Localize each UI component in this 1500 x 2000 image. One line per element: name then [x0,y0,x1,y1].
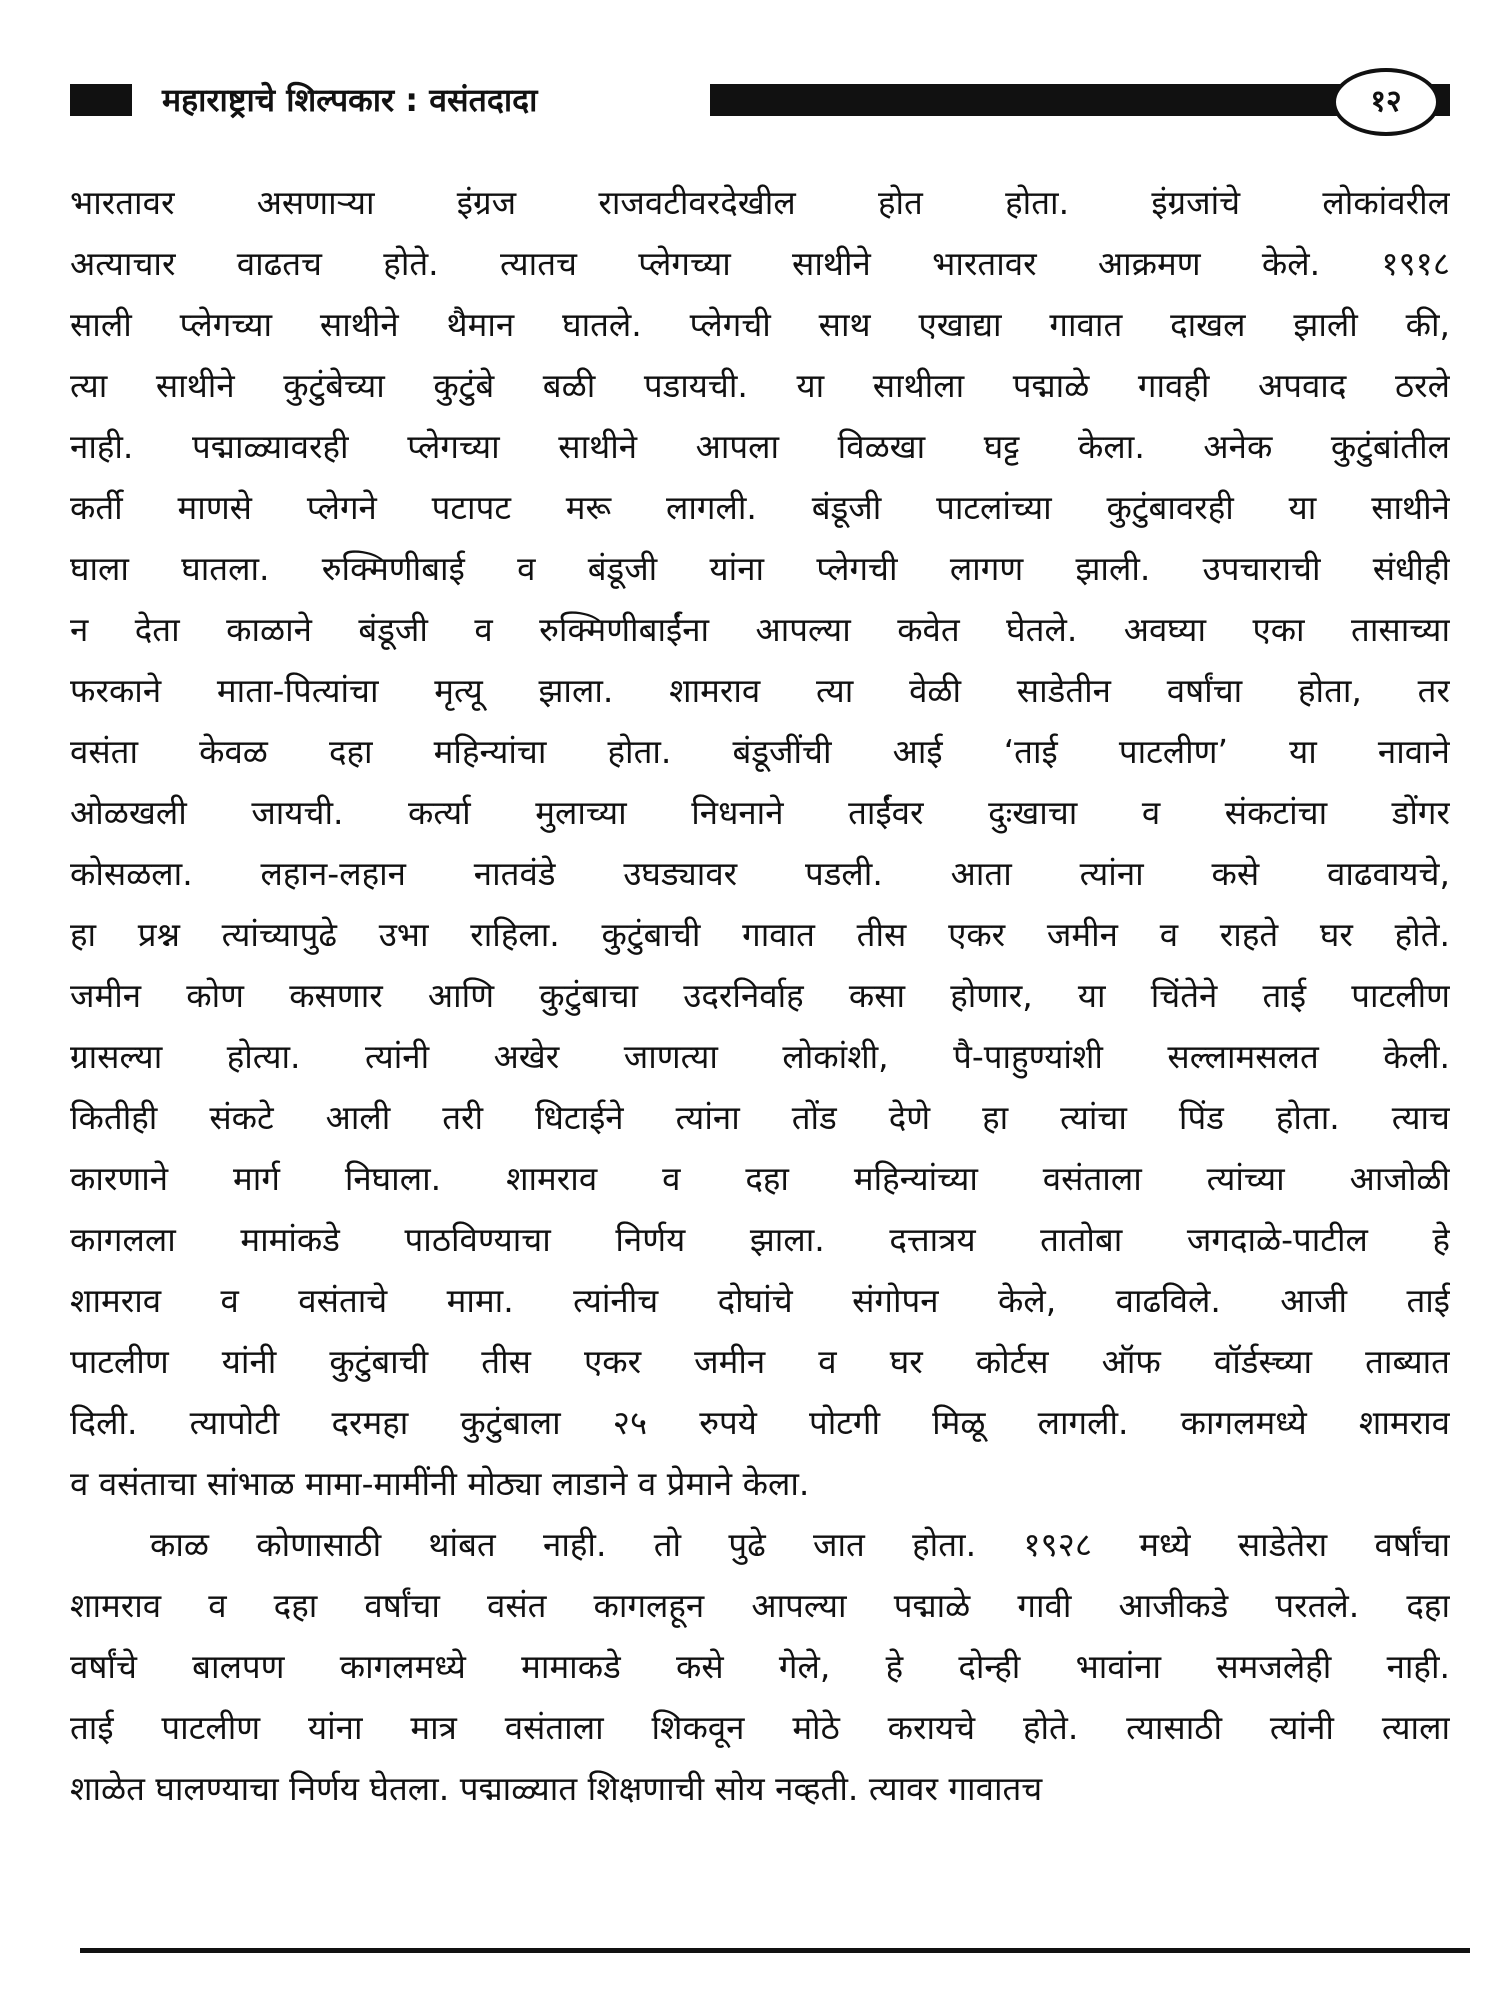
text-line: शामराव व दहा वर्षांचा वसंत कागलहून आपल्या पद्माळे गावी आजीकडे परतले. दहा [70,1586,1450,1625]
text-line: काळ कोणासाठी थांबत नाही. तो पुढे जात होता. १९२८ मध्ये साडेतेरा वर्षांचा [150,1525,1450,1564]
page-number: १२ [1332,68,1440,136]
text-line: पाटलीण यांनी कुटुंबाची तीस एकर जमीन व घर कोर्टस ऑफ वॉर्डस्च्या ताब्यात [70,1342,1450,1381]
text-line: घाला घातला. रुक्मिणीबाई व बंडूजी यांना प्लेगची लागण झाली. उपचाराची संधीही [70,549,1450,588]
text-line: फरकाने माता-पित्यांचा मृत्यू झाला. शामराव त्या वेळी साडेतीन वर्षांचा होता, तर [70,671,1450,710]
text-line: ताई पाटलीण यांना मात्र वसंताला शिकवून मोठे करायचे होते. त्यासाठी त्यांनी त्याला [70,1708,1450,1747]
body-text [70,172,1450,1819]
text-line: कागलला मामांकडे पाठविण्याचा निर्णय झाला. दत्तात्रय तातोबा जगदाळे-पाटील हे [70,1220,1450,1259]
text-line: ओळखली जायची. कर्त्या मुलाच्या निधनाने ताईंवर दुःखाचा व संकटांचा डोंगर [70,793,1450,832]
text-line: नाही. पद्माळ्यावरही प्लेगच्या साथीने आपला विळखा घट्ट केला. अनेक कुटुंबांतील [70,427,1450,466]
text-line: वर्षांचे बालपण कागलमध्ये मामाकडे कसे गेले, हे दोन्ही भावांना समजलेही नाही. [70,1647,1450,1686]
text-line: त्या साथीने कुटुंबेच्या कुटुंबे बळी पडायची. या साथीला पद्माळे गावही अपवाद ठरले [70,366,1450,405]
text-line: शाळेत घालण्याचा निर्णय घेतला. पद्माळ्यात शिक्षणाची सोय नव्हती. त्यावर गावातच [70,1769,1043,1808]
running-header [70,78,1450,122]
text-line: वसंता केवळ दहा महिन्यांचा होता. बंडूजींची आई ‘ताई पाटलीण’ या नावाने [70,732,1450,771]
book-title: महाराष्ट्राचे शिल्पकार : वसंतदादा [162,81,538,119]
text-line: दिली. त्यापोटी दरमहा कुटुंबाला २५ रुपये पोटगी मिळू लागली. कागलमध्ये शामराव [70,1403,1450,1442]
text-line: भारतावर असणाऱ्या इंग्रज राजवटीवरदेखील होत होता. इंग्रजांचे लोकांवरील [70,183,1450,222]
text-line: अत्याचार वाढतच होते. त्यातच प्लेगच्या साथीने भारतावर आक्रमण केले. १९१८ [70,244,1450,283]
text-line: शामराव व वसंताचे मामा. त्यांनीच दोघांचे संगोपन केले, वाढविले. आजी ताई [70,1281,1450,1320]
text-line: साली प्लेगच्या साथीने थैमान घातले. प्लेगची साथ एखाद्या गावात दाखल झाली की, [70,305,1450,344]
text-line: जमीन कोण कसणार आणि कुटुंबाचा उदरनिर्वाह कसा होणार, या चिंतेने ताई पाटलीण [70,976,1450,1015]
text-line: हा प्रश्न त्यांच्यापुढे उभा राहिला. कुटुंबाची गावात तीस एकर जमीन व राहते घर होते. [70,915,1450,954]
text-line: व वसंताचा सांभाळ मामा-मामींनी मोठ्या लाडाने व प्रेमाने केला. [70,1464,810,1503]
footer-rule [80,1948,1470,1953]
text-line: कर्ती माणसे प्लेगने पटापट मरू लागली. बंडूजी पाटलांच्या कुटुंबावरही या साथीने [70,488,1450,527]
text-line: कारणाने मार्ग निघाला. शामराव व दहा महिन्यांच्या वसंताला त्यांच्या आजोळी [70,1159,1450,1198]
text-line: कितीही संकटे आली तरी धिटाईने त्यांना तोंड देणे हा त्यांचा पिंड होता. त्याच [70,1098,1450,1137]
text-line: कोसळला. लहान-लहान नातवंडे उघड्यावर पडली. आता त्यांना कसे वाढवायचे, [70,854,1450,893]
header-decoration-block [70,84,132,116]
text-line: ग्रासल्या होत्या. त्यांनी अखेर जाणत्या लोकांशी, पै-पाहुण्यांशी सल्लामसलत केली. [70,1037,1450,1076]
text-line: न देता काळाने बंडूजी व रुक्मिणीबाईंना आपल्या कवेत घेतले. अवघ्या एका तासाच्या [70,610,1450,649]
